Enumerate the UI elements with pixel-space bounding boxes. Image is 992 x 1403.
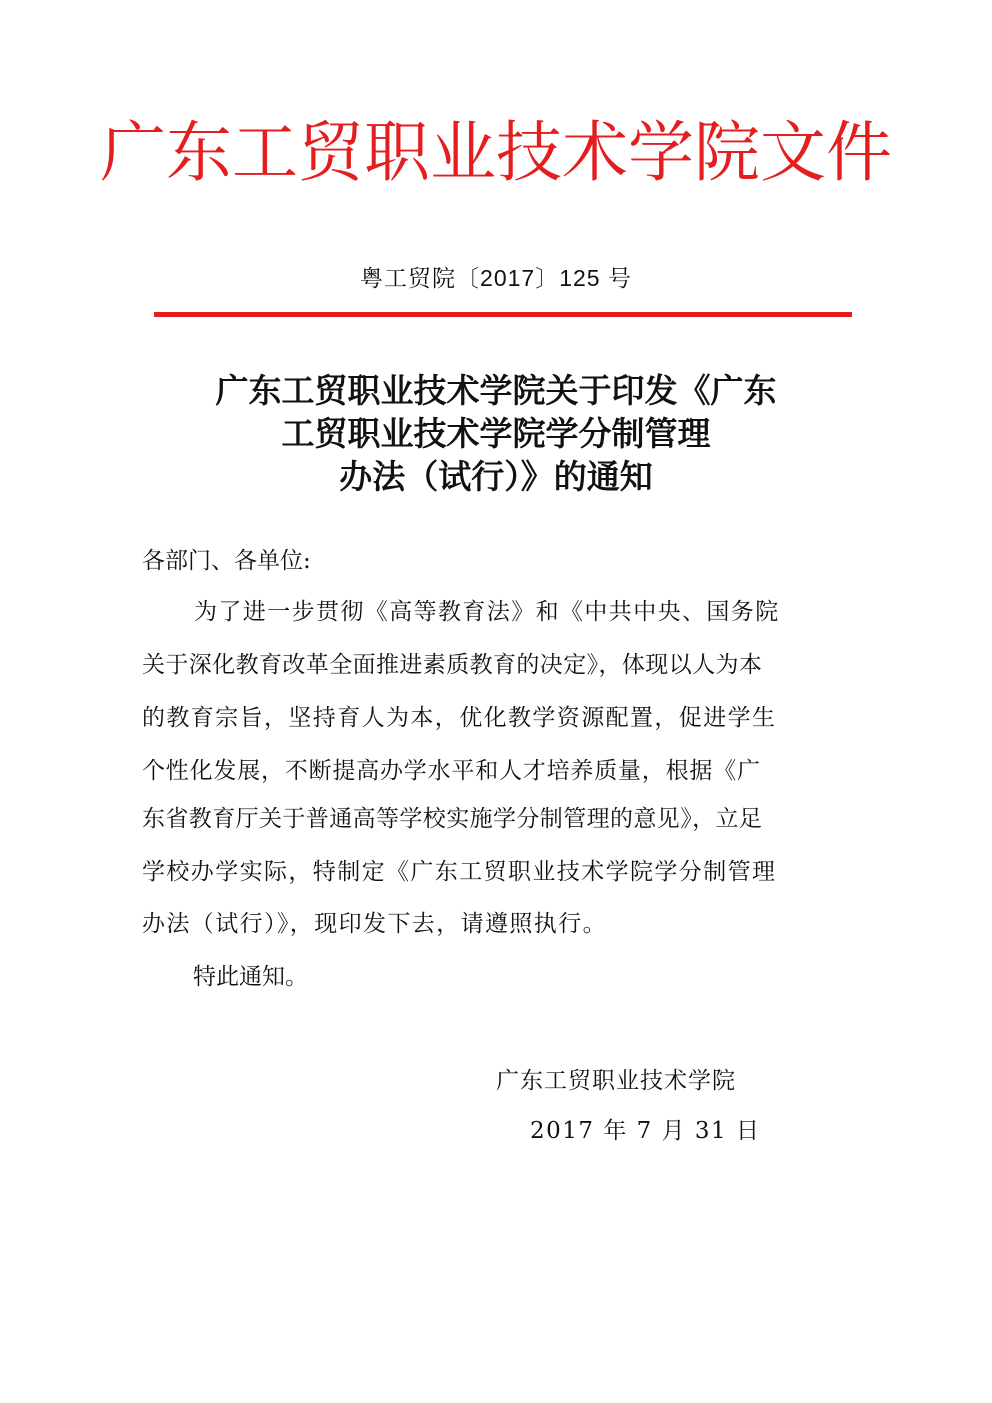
signature-organization: 广东工贸职业技术学院 — [496, 1068, 736, 1094]
signature-date: 2017 年 7 月 31 日 — [530, 1118, 761, 1144]
notice-title-line: 广东工贸职业技术学院关于印发《广东 — [215, 371, 777, 410]
document-header-title: 广东工贸职业技术学院文件 — [100, 114, 892, 191]
notice-title-line: 办法（试行）》的通知 — [339, 457, 653, 496]
body-line: 东省教育厅关于普通高等学校实施学分制管理的意见》，立足 — [142, 806, 763, 832]
body-line: 关于深化教育改革全面推进素质教育的决定》，体现以人为本 — [142, 652, 763, 678]
body-line: 办法（试行）》，现印发下去，请遵照执行。 — [142, 911, 607, 937]
body-line: 为了进一步贯彻《高等教育法》和《中共中央、国务院 — [194, 599, 780, 625]
closing-line: 特此通知。 — [193, 964, 308, 990]
document-number: 粤工贸院〔2017〕125 号 — [360, 265, 632, 291]
body-line: 学校办学实际，特制定《广东工贸职业技术学院学分制管理 — [142, 859, 777, 885]
notice-title — [0, 369, 992, 498]
body-line: 个性化发展，不断提高办学水平和人才培养质量，根据《广 — [142, 758, 761, 784]
red-divider-line — [154, 312, 852, 317]
body-line: 的教育宗旨，坚持育人为本，优化教学资源配置，促进学生 — [142, 705, 777, 731]
notice-title-line: 工贸职业技术学院学分制管理 — [281, 414, 711, 453]
addressee: 各部门、各单位: — [142, 548, 311, 574]
